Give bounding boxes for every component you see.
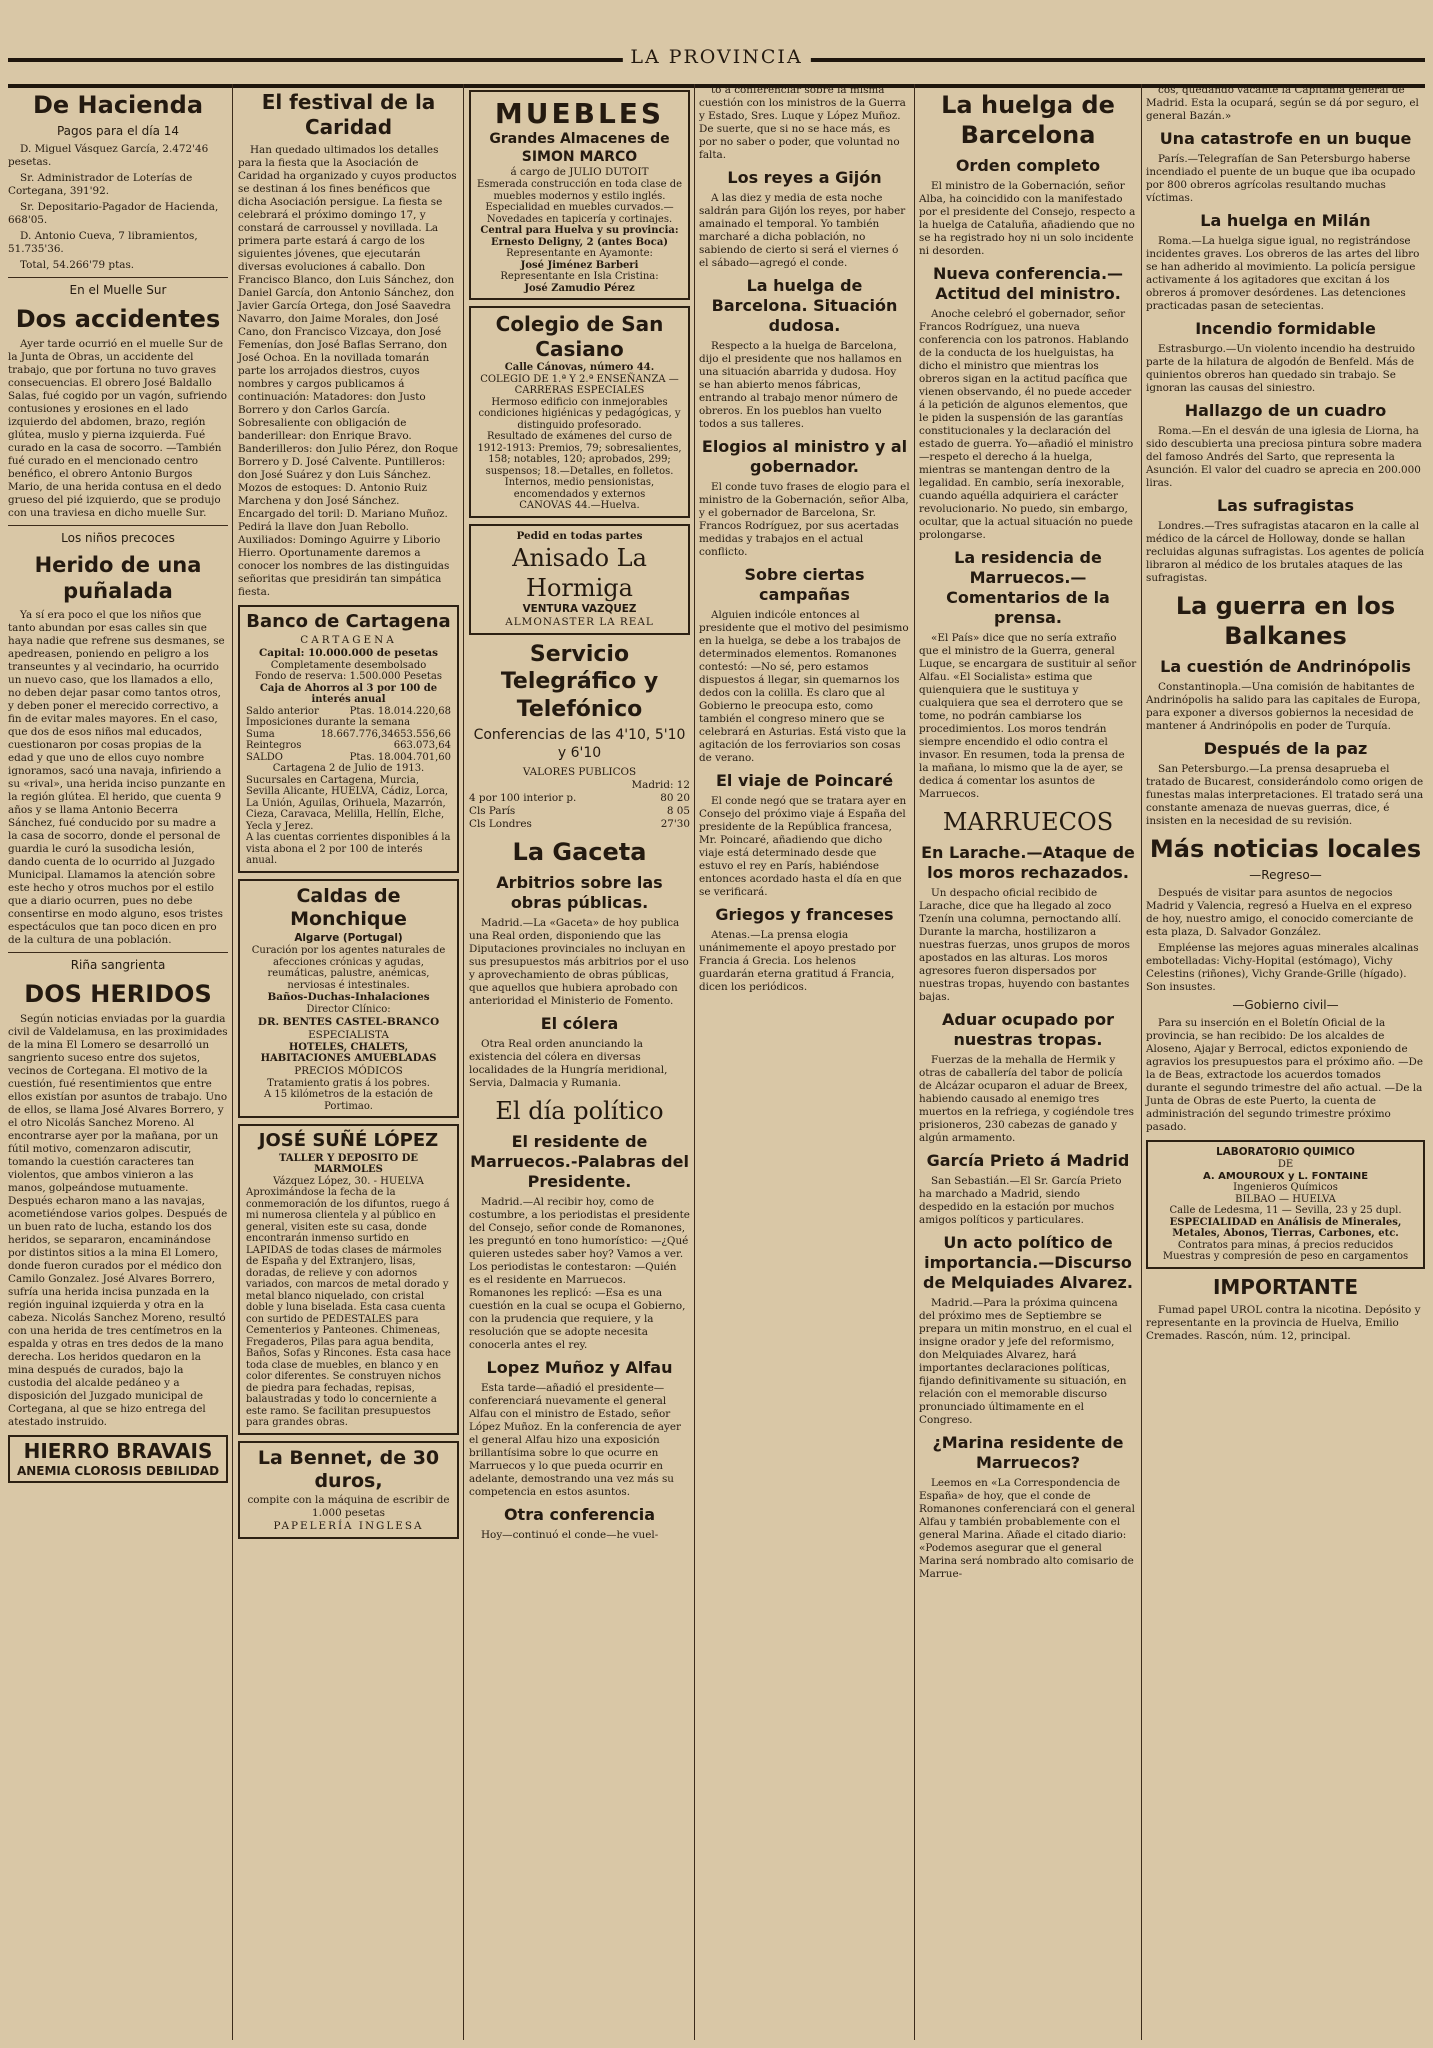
punalada-title: Herido de una puñalada [34, 553, 202, 604]
colegio-internos: Internos, medio pensionistas, encomendados y externos [504, 477, 655, 500]
gaceta-title: La Gaceta [512, 838, 647, 866]
sune-text: Aproximándose la fecha de la conmemoración de los difuntos, ruego á mi numerosa clientela y al público en general, visiten este su casa, donde encontrarán inmenso surtido en LAPIDAS de todas clases de mármoles de España y del Extranjero, lisas, doradas, de relieve y con adornos variados, con marcos de metal dorado y metal blanco niquelado, con cristal doble y luna biselada. Esta casa cuenta con surtido de PEDESTALES para Cementerios y Panteones. Chimeneas, Fregaderos, Pilas para agua bendita, Baños, Sofas y Rincones. Esta casa hace toda clase de muebles, en blanco y en color diferentes. Se construyen nichos de piedra para fechadas, repisas, balaustradas y todo lo concerniente a este ramo. Se facilitan presupuestos para grandes obras. [246, 1187, 451, 1428]
griegos-text: Atenas.—La prensa elogia unánimemente el apoyo prestado por Francia á Grecia. Los helenos guardarán eterna gratitud á Francia, dicen los periódicos. [699, 929, 896, 993]
larache-text: Un despacho oficial recibido de Larache, dice que ha llegado al zoco Tzenín una columna, pernoctando allí. Durante la marcha, hostilizaron a nuestras fuerzas, unos grupos de moros apostados en las alturas. Los moros agresores fueron dispersados por nuestras tropas, huyendo con bastantes bajas. [919, 887, 1130, 1003]
anisado-ad [469, 524, 690, 635]
caldas-precios: PRECIOS MÓDICOS [294, 1064, 403, 1077]
bennet-ad [238, 1441, 459, 1540]
campanas-title: Sobre ciertas campañas [744, 565, 865, 604]
residente-title: El residente de Marruecos.-Palabras del Presidente. [470, 1132, 689, 1191]
banco-row-label: Saldo anterior [246, 705, 319, 717]
cuadro-text: Roma.—En el desván de una iglesia de Liorna, ha sido descubierta una preciosa pintura sobre madera del famoso Andrés del Sarto, que representa la Asunción. El valor del cuadro se aprecia en 200.000 liras. [1146, 425, 1422, 489]
importante-title: IMPORTANTE [1212, 1274, 1359, 1299]
colegio-ad [469, 306, 690, 518]
colegio-title: Colegio de San Casiano [495, 312, 664, 361]
reyes-text: A las diez y media de esta noche saldrán para Gijón los reyes, por haber amainado el temporal. Yo también marcharé a dicha población, no sabiendo de cierto si será el viernes ó el sábado—agregó el conde. [699, 192, 906, 269]
residencia-title: La residencia de Marruecos.—Comentarios de la prensa. [946, 548, 1110, 627]
garcia-title: García Prieto á Madrid [926, 1151, 1130, 1170]
muebles-cargo: á cargo de JULIO DUTOIT [510, 166, 649, 178]
banco-row [246, 706, 451, 718]
muebles-central: Central para Huelva y su provincia: Ernesto Deligny, 2 (antes Boca) [480, 225, 679, 248]
column-3 [469, 84, 690, 2040]
hacienda-line: Total, 54.266'79 ptas. [20, 259, 135, 271]
huelga-title: La huelga de Barcelona [941, 91, 1115, 149]
caldas-title: Caldas de Monchique [290, 884, 407, 931]
aguas-text: Empléense las mejores aguas minerales alcalinas embotelladas: Vichy-Hopital (estómago), Vichy Celestins (riñones), Vichy Grande-Grille (hígado). Son insustes. [1146, 942, 1419, 993]
valores-madrid: Madrid: 12 [631, 779, 690, 791]
punalada-text: Ya sí era poco el que los niños que tanto abundan por esas calles sin que haya nadie que refrene sus desmanes, se apedreasen, poniendo en peligro a los transeuntes y al vecindario, ha ocurrido un nuevo caso, que los llamados a ello, no deben dejar pasar como tantos otros, y deben poner el merecido correctivo, a fin de evitar males mayores. En el caso, que dos de esos niños mal educados, cuestionaron por cosas propias de la edad y que uno de ellos cuyo nombre ignoramos, sacó una navaja, infiriendo a su «rival», una herida inciso punzante en la región glútea. El herido, que cuenta 9 años y se llama Antonio Becerra Sánchez, fué conducido por su madre a la casa de socorro, donde el personal de guardia le curó la susodicha lesión, dando cuenta de lo ocurrido al Juzgado Municipal. Llamamos la atención sobre este hecho y otros muchos por el estilo que a diario ocurren, pues no debe consentirse en modo alguno, esos tristes espectáculos que tan poco dicen en pro de la cultura de una población. [8, 608, 226, 946]
gobierno-heading: —Gobierno civil— [1232, 998, 1339, 1012]
otra-text: Hoy—continuó el conde—he vuel- [481, 1529, 659, 1541]
column-4 [699, 84, 910, 2040]
anisado-title: Anisado La Hormiga [512, 543, 647, 602]
caldas-ad [238, 879, 459, 1119]
banco-capital: Capital: 10.000.000 de pesetas [258, 646, 439, 659]
anisado-town: ALMONASTER LA REAL [505, 615, 654, 628]
accidentes-title: Dos accidentes [15, 305, 221, 333]
banco-sucursales: Sucursales en Cartagena, Murcia, Sevilla Alicante, HUELVA, Cádiz, Lorca, La Unión, Aguilas, Orihuela, Mazarrón, Cieza, Caravaca, Melilla, Hellín, Elche, Yecla y Jerez. [246, 774, 449, 832]
anisado-pedid: Pedid en todas partes [516, 529, 643, 542]
catastrofe-title: Una catastrofe en un buque [1159, 129, 1412, 148]
cuadro-title: Hallazgo de un cuadro [1184, 401, 1387, 420]
bennet-shop: PAPELERÍA INGLESA [273, 1520, 424, 1532]
lab-addr2: Sevilla, 23 y 25 dupl. [1294, 1205, 1402, 1216]
heridos-text: Según noticias enviadas por la guardia civil de Valdelamusa, en las proximidades de la mina El Lomero se desarrolló un sangriento suceso entre dos sujetos, vecinos de Cortegana. El motivo de la cuestión, fué resentimientos que entre ellos existían por asuntos de trabajo. Uno de ellos, se llama José Alvares Borrero, y el otro Nicolás Sanchez Moreno. Al encontrarse ayer por la mañana, por un fútil motivo, comenzaron adiscutir, tomando la cuestión caracteres tan violentos, que ambos vinieron a las manos, golpeándose mutuamente. Después echaron mano a las navajas, acometiéndose varios golpes. Después de un buen rato de lucha, estando los dos heridos, se separaron, encaminándose por distintos sitios a la mina El Lomero, donde fueron curados por el médico don Camilo Gonzalez. José Alvares Borrero, sufría una herida incisa punzada en la región inguinal izquierda y otra en la cabeza. Nicolás Sanchez Moreno, resultó con una herida de tres centímetros en la espalda y otras en tres dedos de la mano derecha. Los heridos quedaron en la mina después de curados, bajo la custodia del alcalde pedáneo y a disposición del Juzgado municipal de Cortegana, al que se hizo entrega del atestado instruido. [8, 1012, 228, 1428]
hacienda-line: Sr. Administrador de Loterías de Cortegana, 391'92. [8, 172, 193, 197]
column-rule [694, 84, 695, 2040]
lopez-title: Lopez Muñoz y Alfau [486, 1358, 673, 1377]
caldas-banos: Baños-Duchas-Inhalaciones [267, 991, 430, 1003]
bennet-text: compite con la máquina de escribir de 1.000 pesetas [247, 1494, 450, 1519]
column-rule [914, 84, 915, 2040]
caldas-doctor: DR. BENTES CASTEL-BRANCO [257, 1015, 440, 1028]
banco-caja: Caja de Ahorros al 3 por 100 de interés anual [259, 682, 438, 705]
milan-title: La huelga en Milán [1200, 211, 1371, 230]
banco-row-label: SALDO [246, 751, 283, 763]
griegos-title: Griegos y franceses [715, 905, 894, 924]
hierro-ad-sub: ANEMIA CLOROSIS DEBILIDAD [16, 1463, 220, 1478]
colegio-address-2: CANOVAS 44.—Huelva. [519, 500, 640, 511]
acto-text: Madrid.—Para la próxima quincena del próximo mes de Septiembre se prepara un mitin monstruo, en el cual el insigne orador y jefe del reformismo, don Melquiades Alvarez, hará importantes declaraciones políticas, fijando definitivamente su situación, en relación con el memorable discurso pronunciado últimamente en el Congreso. [919, 1297, 1132, 1426]
muebles-ad [469, 90, 690, 300]
paz-text: San Petersburgo.—La prensa desaprueba el tratado de Bucarest, considerándolo como origen de funestas malas interpretaciones. El tratado será una constante amenaza de nuevas guerras, dice, é insisten en la necesidad de su revisión. [1146, 763, 1424, 827]
sune-ad [238, 1124, 459, 1435]
banco-city: CARTAGENA [300, 633, 397, 646]
muebles-subtitle: Grandes Almacenes de SIMON MARCO [489, 131, 670, 165]
banco-row [246, 752, 451, 764]
locales-title: Más noticias locales [1149, 835, 1422, 863]
lab-cities: BILBAO — HUELVA [1235, 1193, 1336, 1205]
divider [8, 525, 228, 526]
lopez-text: Esta tarde—añadió el presidente—conferenciará nuevamente el general Alfau con el ministro de Estado, señor López Muñoz. En la conferencia de ayer el general Alfau hizo una exposición brillantísima sobre lo que ocurre en Marruecos y lo que pueda ocurrir en adelante, demostrando una vez más su competencia en estos asuntos. [469, 1382, 681, 1498]
larache-title: En Larache.—Ataque de los moros rechazados. [921, 843, 1135, 882]
hacienda-title: De Hacienda [32, 91, 204, 119]
reyes-title: Los reyes a Gijón [727, 168, 882, 187]
lab-bilbao: BILBAO [1235, 1193, 1276, 1205]
lab-contratos: Contratos para minas, á precios reducidos [1177, 1239, 1394, 1251]
valores-title: VALORES PUBLICOS [522, 766, 637, 778]
huelga-text: Respecto a la huelga de Barcelona, dijo el presidente que nos hallamos en una situación abarrida y dudosa. Hoy se han abierto menos fábricas, entrando al trabajo menor número de obreros. En los pueblos han vuelto todos a sus talleres. [699, 340, 902, 430]
hacienda-line: D. Miguel Vásquez García, 2.472'46 pesetas. [8, 143, 209, 168]
lab-names: A. AMOUROUX y L. FONTAINE [1202, 1170, 1369, 1182]
caldas-text: Curación por los agentes naturales de afecciones crónicas y agudas, reumáticas, palustre, anémicas, nerviosas é intestinales. [251, 945, 446, 991]
muebles-rep1-label: Representante en Ayamonte: [506, 248, 653, 259]
hierro-ad [8, 1435, 228, 1483]
residente-text: Madrid.—Al recibir hoy, como de costumbre, a los periodistas el presidente del Consejo, señor conde de Romanones, les preguntó en tono humorístico: —¿Qué quieren ustedes saber hoy? Vamos a ver. Los periodistas le contestaron: —Quién es el residente en Marruecos. Romanones les replicó: —Esa es una cuestión en la cual se ocupa el Gobierno, con la prudencia que requiere, y la resolución que se adopte necesita conocerla antes el rey. [469, 1196, 690, 1351]
caldas-pobres: Tratamiento gratis á los pobres. [267, 1077, 430, 1089]
banco-row-value: 18.667.776,34 [320, 728, 394, 740]
divider [8, 277, 228, 278]
paper-name: LA PROVINCIA [622, 46, 810, 68]
hierro-ad-title: HIERRO BRAVAIS [23, 1438, 213, 1463]
caldas-distancia: A 15 kilómetros de la estación de Portimao. [264, 1089, 433, 1112]
banco-row-label: Imposiciones durante la semana [246, 717, 411, 728]
aduar-text: Fuerzas de la mehalla de Hermik y otras de caballería del tabor de policía de Alcázar ocuparon el aduar de Breex, habiendo causado al enemigo tres muertos en la refriega, y cogiéndole tres prisioneros, 230 cabezas de ganado y algún armamento. [919, 1054, 1134, 1144]
paz-title: Después de la paz [1203, 739, 1368, 758]
valores-row-label: 4 por 100 interior p. [469, 792, 577, 804]
festival-text: Han quedado ultimados los detalles para la fiesta que la Asociación de Caridad ha organizado y cuyos productos se destinan á los fines benéficos que dicha Asociación persigue. La fiesta se celebrará el próximo domingo 17, y constará de carroussel y novillada. La primera parte estará á cargo de los siguientes jóvenes, que ejecutarán diversas evoluciones á caballo. Don Francisco Blanco, don Luis Sánchez, don Daniel García, don Antonio Sánchez, don Javier García Ortega, don José Saavedra Navarro, don Jaime Morales, don José Cano, don Francisco Vizcaya, don José Femenías, don José Baflas Serrano, don José Ochoa. En la novillada tomarán parte los arrojados diestros, cuyos nombres y cargos publicamos á continuación: Matadores: don Justo Borrero y don Carlos García. Sobresaliente con obligación de banderillear: don Enrique Bravo. Banderilleros: don Julio Pérez, don Roque Borrero y D. José Calvente. Puntilleros: don José Suárez y don Luis Sánchez. Mozos de estoques: D. Antonio Ruiz Marchena y don José Sánchez. Encargado del toril: D. Mariano Muñoz. Pedirá la llave don Juan Rebollo. Auxiliados: Domingo Aguirre y Liborio Hierro. Oportunamente daremos a conocer los nombres de las distinguidas señoritas que presidirán tan simpática fiesta. [238, 144, 459, 598]
banco-row-label: Reintegros [246, 740, 302, 751]
andrinopolis-title: La cuestión de Andrinópolis [1160, 657, 1411, 676]
lab-ingenieros: Ingenieros Químicos [1233, 1182, 1338, 1193]
sune-title: JOSÉ SUÑÉ LÓPEZ [258, 1130, 439, 1151]
heridos-title: DOS HERIDOS [24, 979, 212, 1008]
caldas-especialista: ESPECIALISTA [308, 1028, 389, 1041]
regreso-heading: —Regreso— [1249, 868, 1322, 882]
ninos-heading: Los niños precoces [61, 531, 175, 545]
anisado-maker: VENTURA VAZQUEZ [522, 602, 637, 615]
marina-text: Leemos en «La Correspondencia de España» de hoy, que el conde de Romanones conferenciará con el general Alfau y también probablemente con el general Marina. Añade el citado diario: «Podemos asegurar que el general Marina será nombrado alto comisario de Marrue- [919, 1477, 1135, 1580]
dia-title: El día político [495, 1097, 664, 1125]
muebles-rep2: José Zamudio Pérez [524, 282, 635, 294]
incendio-title: Incendio formidable [1195, 319, 1376, 338]
campanas-text: Alguien indicóle entonces al presidente que el motivo del pesimismo en la huelga, se debe a los trabajos de determinados elementos. Romanones contestó: —No sé, pero estamos dispuestos á llegar, sin quemarnos los dedos con la colilla. Es claro que al Gobierno le preocupa esto, como también el congreso minero que se celebrará en Asturias. Está visto que la agitación de los ferroviarios son cosas de verano. [699, 609, 909, 764]
valores-row-label: Cls París [469, 805, 516, 817]
continued-text: cos, quedando vacante la Capitanía general de Madrid. Esta la ocupará, según se dá por seguro, el general Bazán.» [1146, 84, 1419, 122]
valores-row-value: 80 20 [660, 792, 690, 804]
banco-title: Banco de Cartagena [246, 611, 451, 632]
banco-fecha: Cartagena 2 de Julio de 1913. [272, 763, 425, 774]
arbitrios-text: Madrid.—La «Gaceta» de hoy publica una Real orden, disponiendo que las Diputaciones provinciales no incluyan en sus presupuestos más arbitrios por el uso y aprovechamiento de obras públicas, que aquellos que hubiera aprobado con anterioridad el Ministerio de Fomento. [469, 917, 689, 1007]
aduar-title: Aduar ocupado por nuestras tropas. [942, 1010, 1114, 1049]
colegio-result: Resultado de exámenes del curso de 1912-1913: Premios, 79; sobresalientes, 158; notables, 120; aprobados, 299; suspensos; 18.—Detalles, en folletos. [477, 431, 682, 477]
banco-ad [238, 605, 459, 873]
colera-title: El cólera [540, 1014, 619, 1033]
laboratorio-ad [1146, 1140, 1425, 1269]
continued-text: to a conferenciar sobre la misma cuestión con los ministros de la Guerra y Estado, Sres. Luque y López Muñoz. De suerte, que si no se hace más, es por no saber o poder, que voluntad no falta. [699, 84, 906, 161]
regreso-text: Después de visitar para asuntos de negocios Madrid y Valencia, regresó a Huelva en el expreso de hoy, nuestro amigo, el conocido comerciante de esta plaza, D. Salvador González. [1146, 887, 1414, 938]
poincare-title: El viaje de Poincaré [715, 771, 894, 790]
importante-text: Fumad papel UROL contra la nicotina. Depósito y representante en la provincia de Huelva, Emilio Cremades. Rascón, núm. 12, principal. [1146, 1303, 1421, 1342]
column-rule [1141, 84, 1142, 2040]
marina-title: ¿Marina residente de Marruecos? [932, 1433, 1124, 1472]
muebles-text: Esmerada construcción en toda clase de muebles modernos y estilo inglés. Especialidad en muebles curvados.—Novedades en tapicería y cortinajes. [477, 179, 683, 225]
muebles-rep2-label: Representante en Isla Cristina: [500, 271, 659, 282]
festival-title: El festival de la Caridad [261, 90, 436, 139]
lab-huelva: HUELVA [1292, 1193, 1336, 1205]
orden-text: El ministro de la Gobernación, señor Alba, ha coincidido con la manifestado por el presidente del Consejo, respecto a la huelga de Cataluña, añadiendo que no se ha registrado hoy ni un solo incidente ni desorden. [919, 180, 1136, 257]
caldas-director: Director Clínico: [306, 1004, 391, 1015]
guerra-title: La guerra en los Balkanes [1175, 592, 1396, 650]
muelle-heading: En el Muelle Sur [69, 283, 167, 297]
elogios-title: Elogios al ministro y al gobernador. [701, 437, 908, 476]
lab-especialidad: ESPECIALIDAD en Análisis de Minerales, Metales, Abonos, Tierras, Carbones, etc. [1169, 1216, 1402, 1239]
valores-row [469, 805, 690, 818]
otra-title: Otra conferencia [503, 1505, 656, 1524]
banco-row-value: Ptas. 18.014.220,68 [349, 705, 451, 717]
lab-title: LABORATORIO QUIMICO [1216, 1146, 1355, 1158]
caldas-hoteles: HOTELES, CHALETS, HABITACIONES AMUEBLADAS [260, 1041, 437, 1064]
hacienda-subtitle: Pagos para el día 14 [56, 124, 180, 138]
servicio-subtitle: Conferencias de las 4'10, 5'10 y 6'10 [473, 727, 686, 761]
column-rule [463, 84, 464, 2040]
hacienda-line: D. Antonio Cueva, 7 libramientos, 51.735'36. [8, 230, 198, 255]
valores-row [469, 792, 690, 805]
banco-row-label: Suma [246, 728, 275, 740]
lab-addr1: Calle de Ledesma, 11 [1169, 1205, 1279, 1216]
valores-row-value: 8 05 [666, 805, 690, 817]
sufragistas-title: Las sufragistas [1216, 496, 1355, 515]
poincare-text: El conde negó que se tratara ayer en Consejo del próximo viaje á España del presidente de la República francesa, Mr. Poincaré, añadiendo que dicho viaje está determinado desde que estuvo el rey en París, habiéndose entonces acordado hasta el día en que se verificará. [699, 795, 907, 898]
caldas-subtitle: Algarve (Portugal) [294, 932, 403, 944]
colera-text: Otra Real orden anunciando la existencia del cólera en diversas localidades de la Hungría meridional, Servia, Dalmacia y Rumania. [469, 1038, 668, 1089]
muebles-title: MUEBLES [494, 97, 665, 130]
sune-subtitle: TALLER Y DEPOSITO DE MARMOLES [278, 1152, 419, 1175]
lab-addresses: Calle de Ledesma, 11 — Sevilla, 23 y 25 dupl. [1169, 1205, 1402, 1216]
accidentes-text: Ayer tarde ocurrió en el muelle Sur de la Junta de Obras, un accidente del trabajo, que por fortuna no tuvo graves consecuencias. El obrero José Baldallo Salas, fué cogido por un vagón, sufriendo contusiones y erosiones en el lado izquierdo del abdomen, brazo, región glútea, muslo y pierna izquierda. Fué curado en la casa de socorro. —También fué curado en el mencionado centro benéfico, el obrero Antonio Burgos Mario, de una herida contusa en el dedo grueso del pié izquierdo, que se produjo con una traviesa en dicho muelle Sur. [8, 338, 228, 519]
column-6 [1146, 84, 1425, 2040]
banco-reserva: Fondo de reserva: 1.500.000 Pesetas [254, 671, 443, 682]
lab-muestras: Muestras y compresión de peso en cargamentos [1162, 1251, 1409, 1262]
garcia-text: San Sebastián.—El Sr. García Prieto ha marchado a Madrid, siendo despedido en la estación por muchos amigos políticos y particulares. [919, 1175, 1122, 1226]
lab-de: DE [1277, 1159, 1294, 1170]
gobierno-text: Para su inserción en el Boletín Oficial de la provincia, se han recibido: De los alcaldes de Aloseno, Ajajar y Berrocal, edictos exponiendo de agravios los presupuestos para el próximo año. —De la de Beas, extractode los acuerdos tomados durante el segundo trimestre del año actual. —De la Junta de Obras de este Puerto, la cuenta de administración del segundo trimestre próximo pasado. [1146, 1017, 1423, 1133]
bennet-title: La Bennet, de 30 duros, [257, 1446, 440, 1493]
milan-text: Roma.—La huelga sigue igual, no registrándose incidentes graves. Los obreros de las artes del libro se han adherido al movimiento. La policía persigue activamente á los agitadores que excitan á los obreros á promover desórdenes. Las detenciones practicadas pasan de setecientas. [1146, 235, 1420, 312]
incendio-text: Estrasburgo.—Un violento incendio ha destruido parte de la hilatura de algodón de Benfeld. Más de quinientos obreros han quedado sin trabajo. Se ignoran las causas del siniestro. [1146, 343, 1416, 394]
muebles-rep1: José Jiménez Barberi [520, 259, 639, 271]
rina-heading: Riña sangrienta [70, 957, 166, 972]
banco-row-value: 663.073,64 [393, 740, 451, 751]
marruecos-title: MARRUECOS [942, 808, 1114, 836]
colegio-text: Hermoso edificio con inmejorables condiciones higiénicas y pedagógicas, y distinguido profesorado. [478, 396, 681, 431]
acto-title: Un acto político de importancia.—Discurso de Melquiades Alvarez. [923, 1233, 1133, 1292]
nueva-text: Anoche celebró el gobernador, señor Francos Rodríguez, una nueva conferencia con los patronos. Hablando de la conducta de los huelguistas, ha dicho el ministro que mientras los obreros sigan en la actitud pacífica que vienen observando, él no puede acceder á la petición de algunos elementos, que le piden la suspensión de las garantías constitucionales y la declaración del estado de guerra. Yo—añadió el ministro—respeto el derecho á la huelga, mientras se mantengan dentro de la legalidad. En cambio, sería inexorable, cuando aquélla adquiriera el carácter revolucionario. No puedo, sin embargo, ocultar, que la actual situación no puede prolongarse. [919, 308, 1134, 541]
column-1 [8, 84, 228, 2040]
orden-title: Orden completo [955, 156, 1101, 175]
valores-row [469, 818, 690, 831]
column-5 [919, 84, 1137, 2040]
catastrofe-text: París.—Telegrafían de San Petersburgo haberse incendiado el puente de un buque que iba ocupado por 800 obreros agrícolas resultando muchas víctimas. [1146, 153, 1416, 204]
sufragistas-text: Londres.—Tres sufragistas atacaron en la calle al médico de la cárcel de Holloway, donde se hallan recluidas algunas sufragistas. Los agentes de policía libraron al médico de los brutales ataques de las sufragistas. [1146, 520, 1425, 584]
divider [8, 952, 228, 953]
nueva-title: Nueva conferencia.—Actitud del ministro. [932, 264, 1124, 303]
banco-desembolsado: Completamente desembolsado [270, 659, 427, 671]
banco-row-value: Ptas. 18.004.701,60 [349, 751, 451, 763]
banco-row [246, 740, 451, 752]
colegio-line: COLEGIO DE 1.ª Y 2.ª ENSEÑANZA — CARRERAS ESPECIALES [480, 373, 679, 396]
andrinopolis-text: Constantinopla.—Una comisión de habitantes de Andrinópolis ha salido para las capitales de Europa, para exponer a diversos gobiernos la necesidad de mantener á Andrinópolis en poder de Turquía. [1146, 681, 1421, 732]
banco-row-value: 653.556,66 [393, 728, 451, 740]
valores-row-value: 27'30 [660, 818, 690, 830]
huelga-title: La huelga de Barcelona. Situación dudosa. [711, 276, 898, 335]
servicio-title: Servicio Telegráfico y Telefónico [500, 641, 659, 722]
column-2 [238, 84, 459, 2040]
arbitrios-title: Arbitrios sobre las obras públicas. [496, 873, 663, 912]
column-rule [232, 84, 233, 2040]
hacienda-line: Sr. Depositario-Pagador de Hacienda, 668'05. [8, 201, 219, 226]
elogios-text: El conde tuvo frases de elogio para el ministro de la Gobernación, señor Alba, y el gobernador de Barcelona, Sr. Francos Rodríguez, por sus acertadas medidas y trabajos en el actual conflicto. [699, 481, 910, 558]
valores-row-label: Cls Londres [469, 818, 532, 830]
colegio-address: Calle Cánovas, número 44. [504, 362, 655, 373]
residencia-text: «El País» dice que no sería extraño que el ministro de la Guerra, general Luque, se encargara de sustituir al señor Alfau. «El Socialista» estima que quienquiera que le sustituya y cualquiera que sea el derrotero que se tome, no podrán cambiarse los procedimientos. Los moros tendrán siempre encendido el odio contra el invasor. En resumen, toda la prensa de la mañana, lo mismo que la de ayer, se dedica á comentar los asuntos de Marruecos. [919, 632, 1137, 800]
banco-cuentas: A las cuentas corrientes disponibles á la vista abona el 2 por 100 de interés anual. [246, 832, 451, 866]
sune-address: Vázquez López, 30. - HUELVA [273, 1175, 424, 1187]
